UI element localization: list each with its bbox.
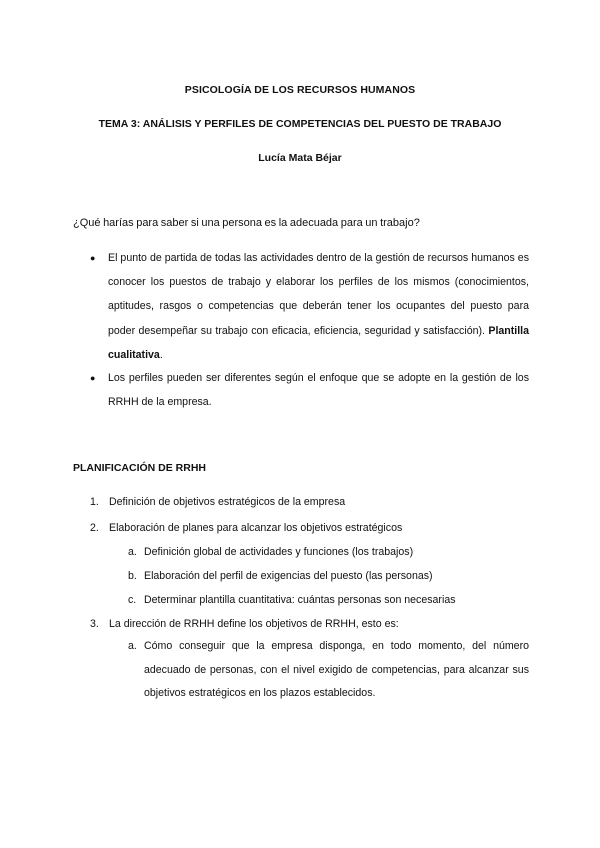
bullet-bold-term: Plantilla cualitativa (108, 324, 529, 361)
item-letter: b. (128, 570, 137, 582)
list-item (73, 564, 529, 588)
list-item (73, 490, 529, 514)
author-name: Lucía Mata Béjar (258, 152, 342, 164)
item-letter: a. (128, 640, 137, 652)
item-text: Determinar plantilla cuantitativa: cuántas personas son necesarias (144, 594, 456, 606)
bullet-text: Los perfiles pueden ser diferentes según el enfoque que se adopte en la gestión de los RRHH de la empresa. (108, 372, 529, 409)
list-item (73, 588, 529, 612)
intro-bullet-list (73, 246, 529, 414)
list-item (73, 516, 529, 540)
course-title: PSICOLOGÍA DE LOS RECURSOS HUMANOS (184, 84, 416, 96)
list-item (73, 635, 529, 706)
item-text: Cómo conseguir que la empresa disponga, en todo momento, del número adecuado de personas, con el nivel exigido de competencias, para alcanzar sus objetivos estratégicos en los plazos establecidos. (144, 640, 529, 700)
item-text: Definición de objetivos estratégicos de la empresa (109, 496, 346, 508)
bullet-icon: ● (90, 373, 96, 384)
topic-title: TEMA 3: ANÁLISIS Y PERFILES DE COMPETENCIAS DEL PUESTO DE TRABAJO (98, 118, 502, 130)
item-number: 3. (90, 618, 99, 630)
item-letter: a. (128, 546, 137, 558)
planning-list (73, 490, 529, 706)
item-letter: c. (128, 594, 137, 606)
item-number: 2. (90, 522, 99, 534)
item-text: Elaboración del perfil de exigencias del puesto (las personas) (144, 570, 433, 582)
list-item (73, 540, 529, 564)
list-item (73, 246, 529, 367)
list-item (73, 366, 529, 414)
bullet-end: . (159, 348, 163, 361)
list-item (73, 612, 529, 636)
item-number: 1. (90, 496, 99, 508)
bullet-icon: ● (90, 253, 96, 263)
item-text: Elaboración de planes para alcanzar los objetivos estratégicos (109, 522, 403, 534)
intro-question: ¿Qué harías para saber si una persona es la adecuada para un trabajo? (73, 217, 420, 229)
item-text: Definición global de actividades y funciones (los trabajos) (144, 546, 414, 558)
item-text: La dirección de RRHH define los objetivos de RRHH, esto es: (109, 618, 399, 630)
bullet-text: El punto de partida de todas las actividades dentro de la gestión de recursos humanos es conocer los puestos de trabajo y elaborar los perfiles de los mismos (conocimientos, aptitudes, rasgos o competencias que deberán tener los ocupantes del puesto para poder desempeñar su trabajo con eficacia, eficiencia, seguridad y satisfacción). (108, 252, 529, 337)
section-heading: PLANIFICACIÓN DE RRHH (73, 462, 206, 474)
